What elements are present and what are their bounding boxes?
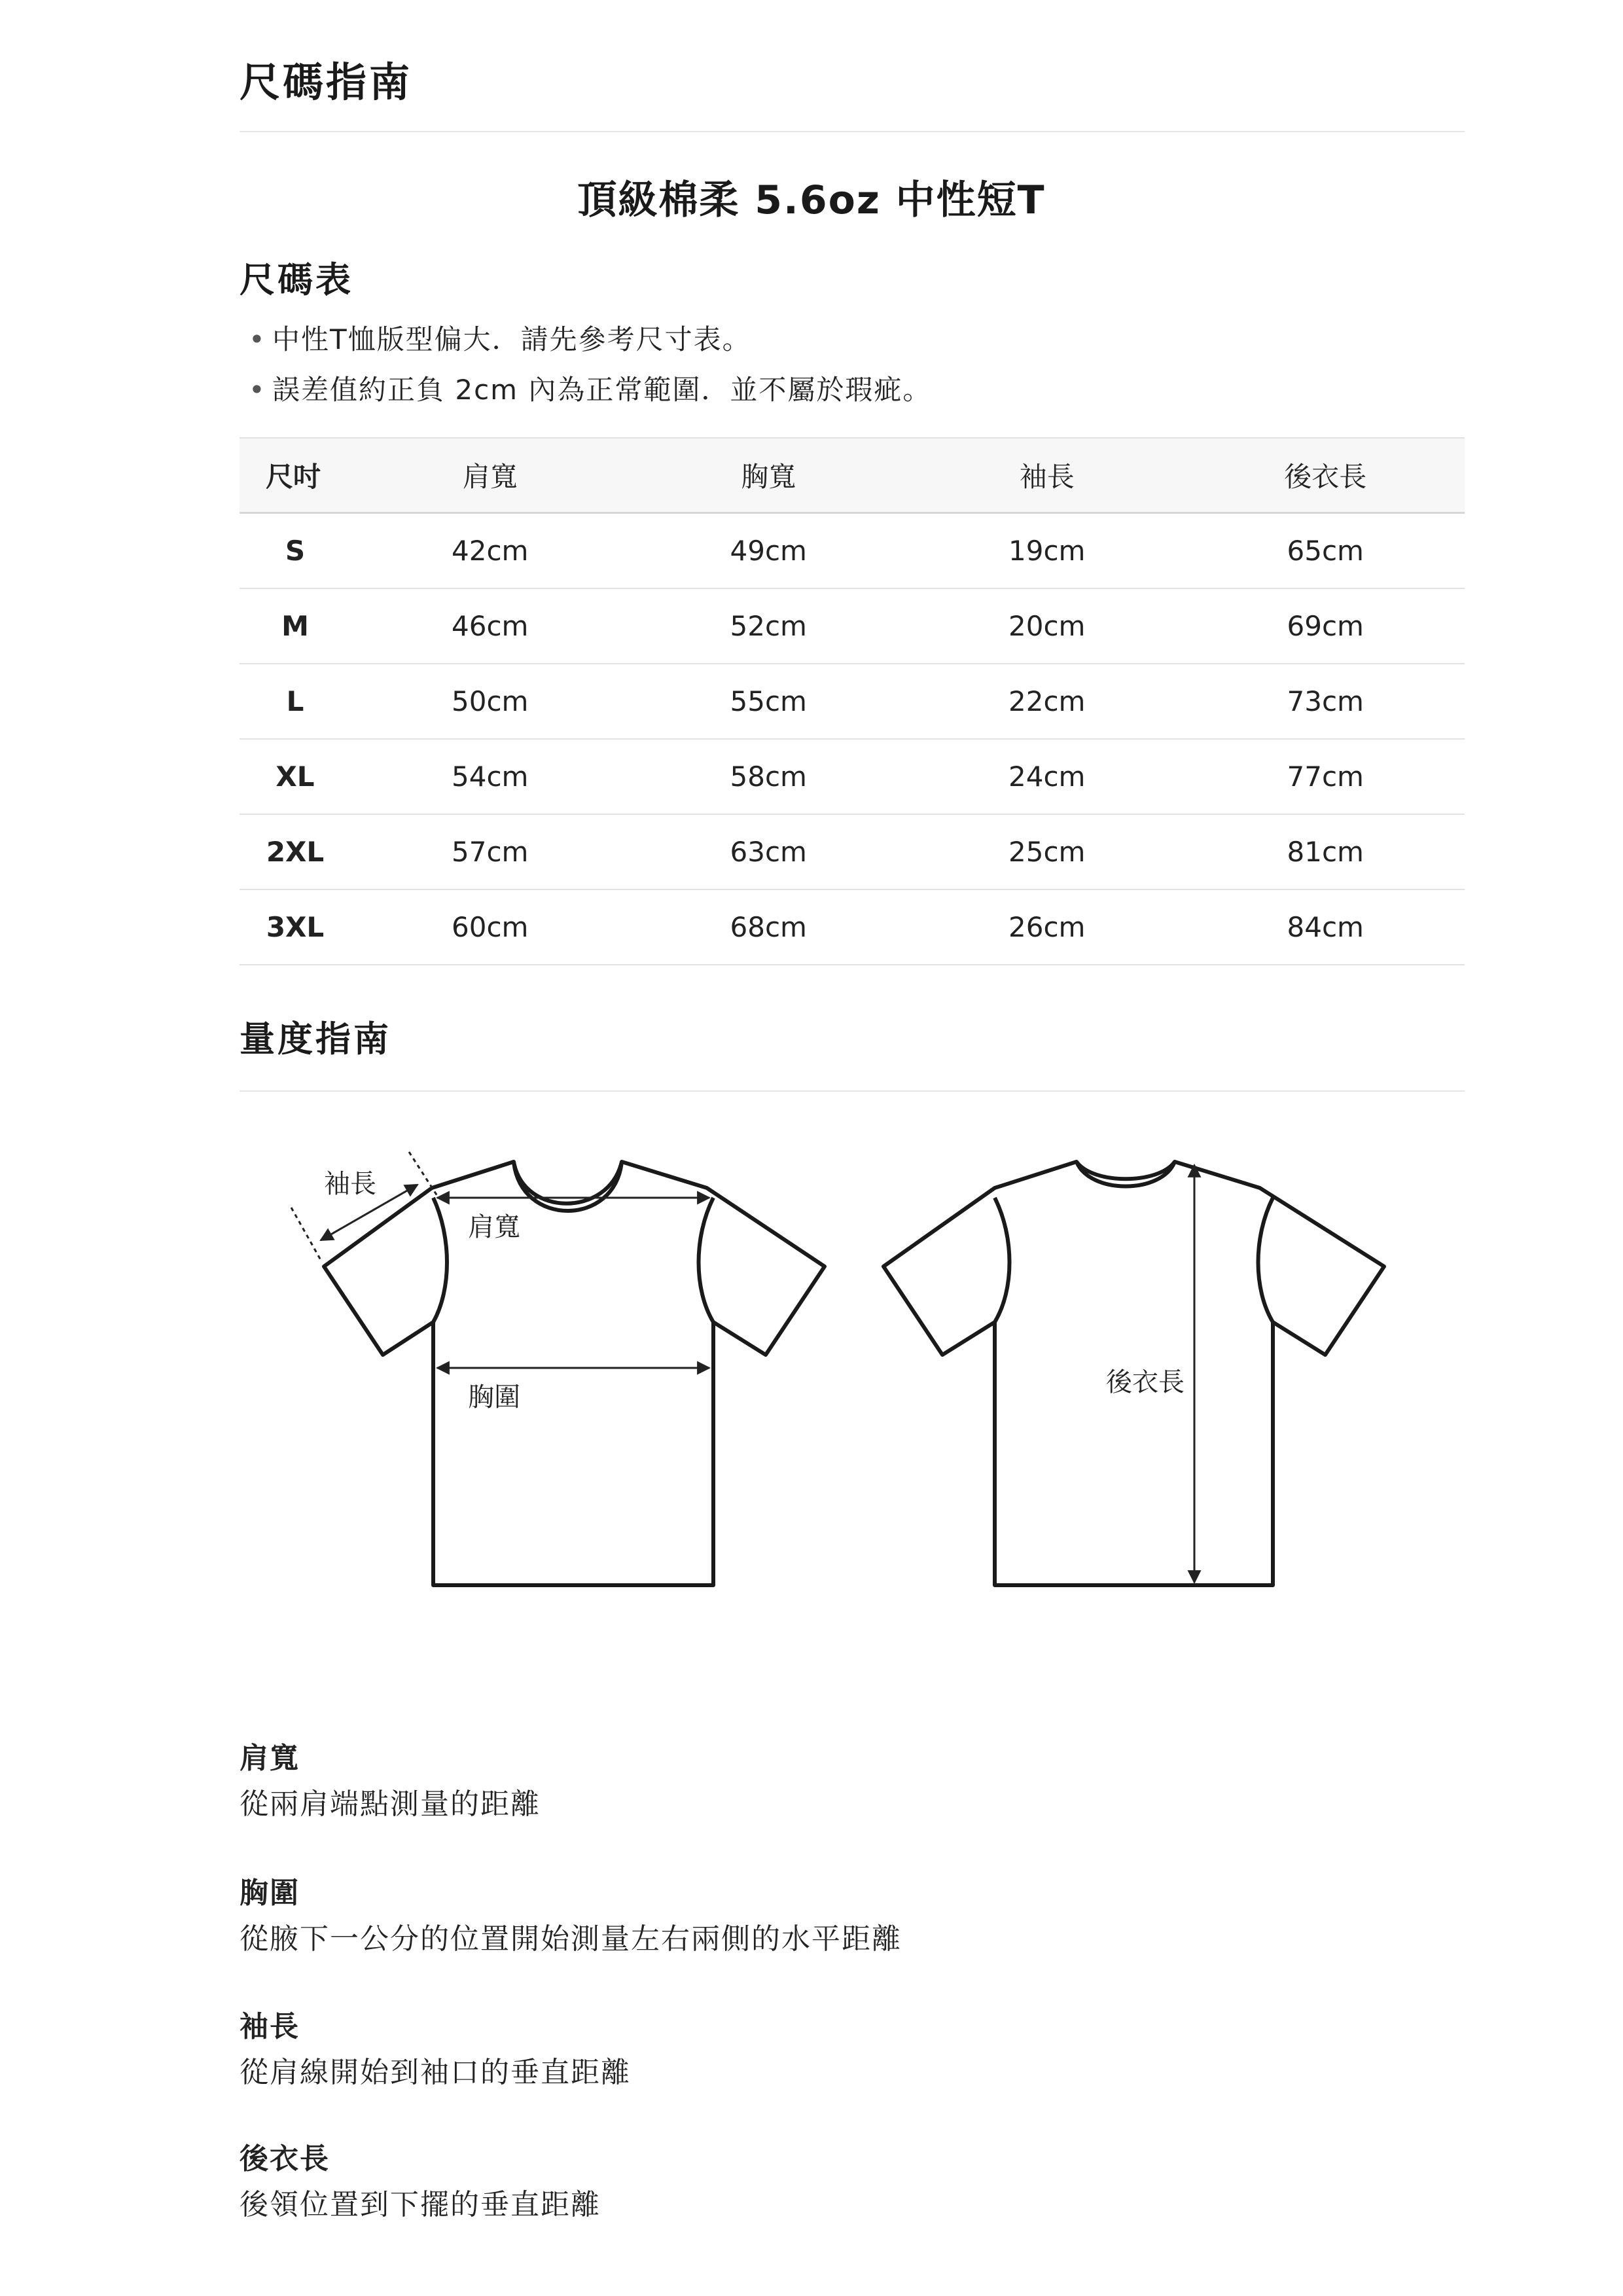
size-chart-title: 尺碼表	[240, 259, 353, 300]
table-cell: 77cm	[1186, 739, 1465, 814]
sleeve-label: 袖長	[324, 1169, 376, 1199]
definition-term-back-length: 後衣長	[240, 2142, 330, 2176]
tshirt-diagram	[262, 1126, 1427, 1636]
size-cell: 2XL	[240, 814, 351, 889]
table-row	[240, 739, 1465, 814]
divider	[240, 131, 1465, 132]
table-cell: 57cm	[351, 814, 630, 889]
table-cell: 25cm	[908, 814, 1186, 889]
table-cell: 52cm	[630, 588, 908, 664]
table-cell: 73cm	[1186, 664, 1465, 739]
table-cell: 65cm	[1186, 513, 1465, 589]
header-size: 尺吋	[240, 438, 351, 513]
table-cell: 19cm	[908, 513, 1186, 589]
chest-label: 胸圍	[468, 1382, 520, 1412]
table-cell: 63cm	[630, 814, 908, 889]
size-cell: 3XL	[240, 889, 351, 965]
header-shoulder: 肩寬	[351, 438, 630, 513]
note-item: • 誤差值約正負 2cm 內為正常範圍．並不屬於瑕疵。	[249, 374, 932, 406]
table-row	[240, 588, 1465, 664]
definition-text-sleeve: 從肩線開始到袖口的垂直距離	[240, 2056, 631, 2089]
back-length-label: 後衣長	[1106, 1367, 1185, 1397]
table-cell: 46cm	[351, 588, 630, 664]
measure-guide-title: 量度指南	[240, 1018, 391, 1060]
note-item: • 中性T恤版型偏大．請先參考尺寸表。	[249, 323, 751, 355]
table-row	[240, 513, 1465, 589]
shoulder-label: 肩寬	[468, 1212, 520, 1242]
size-cell: M	[240, 588, 351, 664]
table-cell: 42cm	[351, 513, 630, 589]
definition-term-chest: 胸圍	[240, 1876, 300, 1910]
size-cell: L	[240, 664, 351, 739]
bullet-icon: •	[249, 323, 266, 355]
table-cell: 49cm	[630, 513, 908, 589]
definition-term-shoulder: 肩寬	[240, 1742, 300, 1775]
table-row	[240, 889, 1465, 965]
page-title: 尺碼指南	[240, 58, 413, 106]
header-chest: 胸寬	[630, 438, 908, 513]
header-back-length: 後衣長	[1186, 438, 1465, 513]
table-cell: 81cm	[1186, 814, 1465, 889]
definition-text-back-length: 後領位置到下擺的垂直距離	[240, 2188, 601, 2221]
table-cell: 20cm	[908, 588, 1186, 664]
definition-text-shoulder: 從兩肩端點測量的距離	[240, 1787, 541, 1821]
size-cell: S	[240, 513, 351, 589]
table-cell: 22cm	[908, 664, 1186, 739]
table-cell: 58cm	[630, 739, 908, 814]
table-cell: 24cm	[908, 739, 1186, 814]
front-tshirt-outline	[324, 1162, 825, 1585]
definition-text-chest: 從腋下一公分的位置開始測量左右兩側的水平距離	[240, 1922, 902, 1956]
table-cell: 54cm	[351, 739, 630, 814]
definition-term-sleeve: 袖長	[240, 2010, 300, 2043]
table-cell: 68cm	[630, 889, 908, 965]
header-sleeve: 袖長	[908, 438, 1186, 513]
table-cell: 69cm	[1186, 588, 1465, 664]
table-cell: 26cm	[908, 889, 1186, 965]
table-row	[240, 664, 1465, 739]
table-cell: 60cm	[351, 889, 630, 965]
product-title: 頂級棉柔 5.6oz 中性短T	[577, 177, 1046, 223]
bullet-icon: •	[249, 374, 266, 406]
size-table	[240, 437, 1465, 965]
divider	[240, 1090, 1465, 1092]
size-cell: XL	[240, 739, 351, 814]
table-cell: 55cm	[630, 664, 908, 739]
table-cell: 50cm	[351, 664, 630, 739]
table-row	[240, 814, 1465, 889]
table-cell: 84cm	[1186, 889, 1465, 965]
table-header-row	[240, 438, 1465, 513]
